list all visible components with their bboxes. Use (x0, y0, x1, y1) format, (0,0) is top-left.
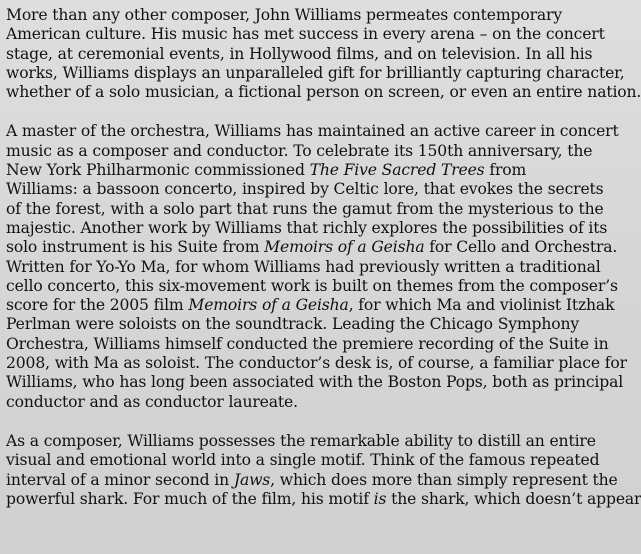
text-line (6, 489, 641, 509)
text-line (6, 25, 605, 44)
text-segment: Written for Yo-Yo Ma, for whom Williams had previously written a traditional (6, 257, 601, 276)
text-segment: from (484, 161, 527, 180)
italic-title: Memoirs of a Geisha (188, 296, 349, 315)
text-segment: powerful shark. For much of the film, his motif (6, 489, 374, 508)
text-segment: interval of a minor second in (6, 470, 234, 489)
text-line (6, 276, 618, 296)
paragraph (6, 122, 627, 411)
body-text (6, 6, 641, 529)
text-segment: As a composer, Williams possesses the remarkable ability to distill an entire (6, 431, 596, 450)
text-segment: score for the 2005 film (6, 296, 189, 315)
text-line (6, 6, 596, 25)
text-segment: the shark, which doesn’t appear (386, 489, 641, 508)
text-segment: Williams: a bassoon concerto, inspired by Celtic lore, that evokes the secrets (6, 180, 604, 199)
paragraph (6, 431, 641, 509)
text-line (6, 199, 604, 219)
text-segment: , which does more than simply represent the (270, 470, 618, 489)
text-segment: A master of the orchestra, Williams has maintained an active career in concert (6, 122, 619, 141)
text-segment: of the forest, with a solo part that runs the gamut from the mysterious to the (6, 199, 604, 218)
text-line (6, 161, 596, 180)
text-line (6, 334, 609, 354)
text-segment: , for which Ma and violinist Itzhak (348, 296, 615, 315)
italic-title: is (373, 489, 387, 508)
text-line (6, 180, 604, 199)
text-line (6, 470, 618, 490)
italic-title: The Five Sacred Trees (309, 161, 485, 180)
italic-title: Memoirs of a Geisha (264, 238, 425, 257)
text-line (6, 432, 596, 451)
text-segment: majestic. Another work by Williams that richly explores the possibilities of its (6, 218, 608, 237)
text-segment: New York Philharmonic commissioned (6, 161, 310, 180)
text-segment: 2008, with Ma as soloist. The conductor’s desk is, of course, a familiar place for (6, 354, 627, 373)
text-line (6, 238, 618, 257)
text-segment: conductor and as conductor laureate. (6, 392, 298, 411)
text-segment: works, Williams displays an unparalleled gift for brilliantly capturing character, (6, 63, 625, 82)
text-line (6, 83, 641, 102)
text-line (6, 393, 596, 412)
text-line (6, 218, 608, 238)
text-line (6, 354, 627, 373)
text-line (6, 373, 624, 392)
text-line (6, 122, 619, 141)
text-segment: cello concerto, this six-movement work is built on themes from the composer’s (6, 276, 618, 295)
italic-title: Jaws (233, 470, 271, 489)
text-segment: More than any other composer, John Williams permeates contemporary (6, 6, 562, 24)
text-line (6, 296, 615, 315)
text-segment: Perlman were soloists on the soundtrack. Leading the Chicago Symphony (6, 315, 580, 334)
text-segment: whether of a solo musician, a fictional person on screen, or even an entire nation. (6, 83, 641, 102)
paragraph (6, 6, 641, 102)
text-line (6, 45, 596, 64)
text-line (6, 63, 625, 83)
text-line (6, 142, 596, 161)
text-segment: Orchestra, Williams himself conducted the premiere recording of the Suite in (6, 334, 609, 353)
text-segment: visual and emotional world into a single motif. Think of the famous repeated (6, 451, 600, 470)
text-line (6, 451, 600, 470)
text-line (6, 315, 596, 334)
text-segment: for Cello and Orchestra. (424, 238, 618, 257)
text-segment: solo instrument is his Suite from (6, 238, 265, 257)
text-segment: music as a composer and conductor. To celebrate its 150th anniversary, the (6, 141, 593, 160)
text-segment: Williams, who has long been associated with the Boston Pops, both as principal (6, 373, 624, 392)
text-segment: stage, at ceremonial events, in Hollywood films, and on television. In all his (6, 44, 593, 63)
text-line (6, 257, 601, 277)
text-segment: American culture. His music has met success in every arena – on the concert (6, 25, 605, 44)
